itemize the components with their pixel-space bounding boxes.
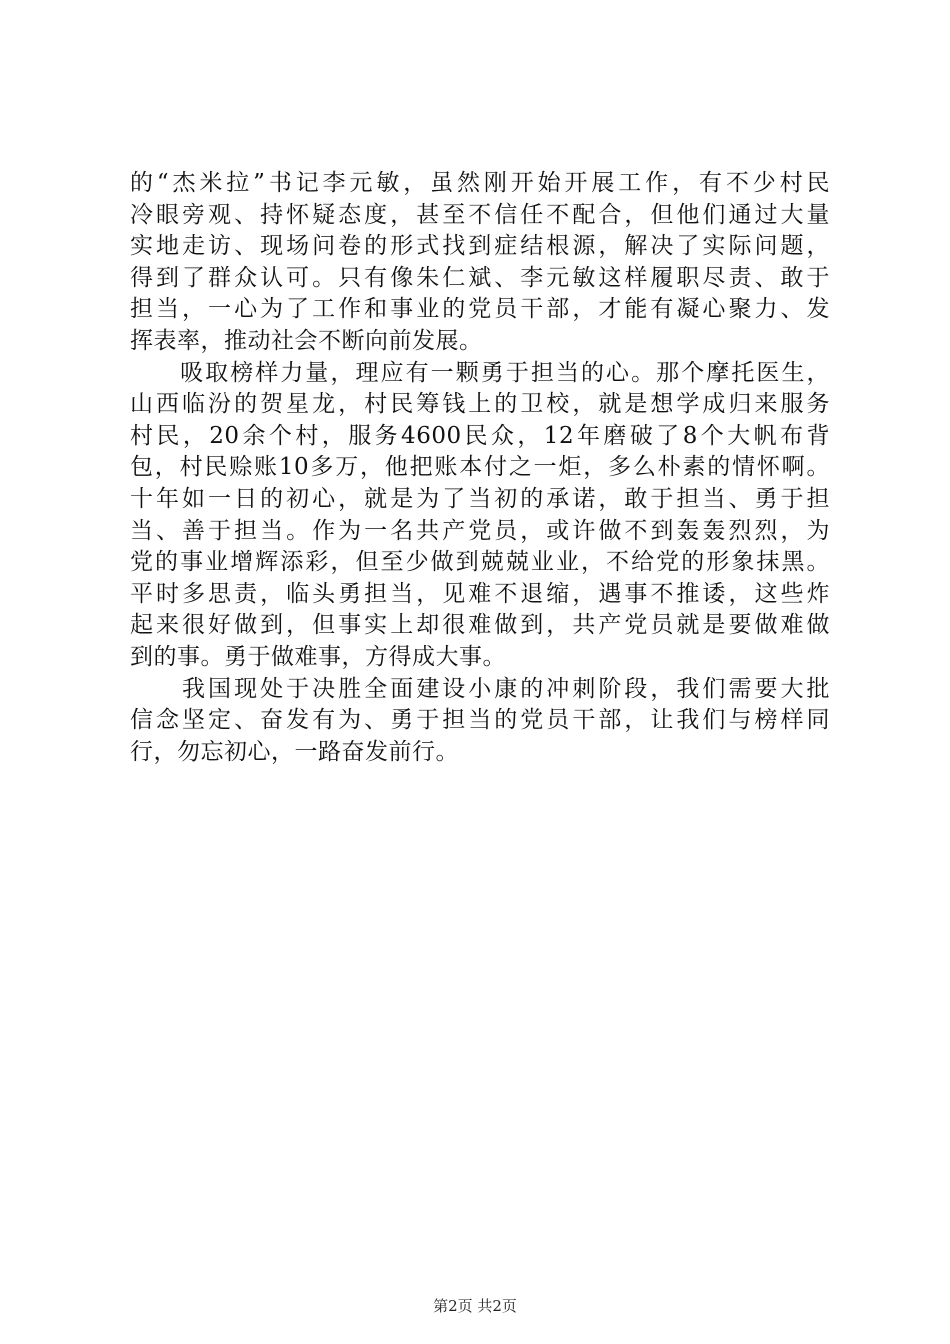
body-text <box>130 168 830 768</box>
text-line: 实地走访、现场问卷的形式找到症结根源，解决了实际问题， <box>130 233 830 260</box>
text-line: 吸取榜样力量，理应有一颗勇于担当的心。那个摩托医生， <box>130 359 830 386</box>
page-footer: 第2页 共2页 <box>433 1297 517 1315</box>
text-line: 当、善于担当。作为一名共产党员，或许做不到轰轰烈烈，为 <box>130 517 830 544</box>
text-line: 挥表率，推动社会不断向前发展。 <box>130 327 483 354</box>
text-line: 平时多思责，临头勇担当，见难不退缩，遇事不推诿，这些炸 <box>130 580 830 607</box>
text-line: 的“杰米拉”书记李元敏，虽然刚开始开展工作，有不少村民 <box>130 170 830 196</box>
text-line: 冷眼旁观、持怀疑态度，甚至不信任不配合，但他们通过大量 <box>130 201 830 228</box>
text-line: 十年如一日的初心，就是为了当初的承诺，敢于担当、勇于担 <box>130 485 830 512</box>
text-line: 起来很好做到，但事实上却很难做到，共产党员就是要做难做 <box>130 612 830 639</box>
text-line: 山西临汾的贺星龙，村民筹钱上的卫校，就是想学成归来服务 <box>130 391 830 418</box>
text-line: 村民，20余个村，服务4600民众，12年磨破了8个大帆布背 <box>130 422 830 449</box>
text-line: 担当，一心为了工作和事业的党员干部，才能有凝心聚力、发 <box>130 296 830 323</box>
text-line: 包，村民赊账10多万，他把账本付之一炬，多么朴素的情怀啊。 <box>130 454 830 481</box>
text-line: 得到了群众认可。只有像朱仁斌、李元敏这样履职尽责、敢于 <box>130 264 830 291</box>
text-line: 党的事业增辉添彩，但至少做到兢兢业业，不给党的形象抹黑。 <box>130 549 830 576</box>
text-line: 信念坚定、奋发有为、勇于担当的党员干部，让我们与榜样同 <box>130 707 830 734</box>
text-line: 到的事。勇于做难事，方得成大事。 <box>130 643 506 670</box>
text-line: 行，勿忘初心，一路奋发前行。 <box>130 738 459 765</box>
text-line: 我国现处于决胜全面建设小康的冲刺阶段，我们需要大批 <box>130 675 830 702</box>
